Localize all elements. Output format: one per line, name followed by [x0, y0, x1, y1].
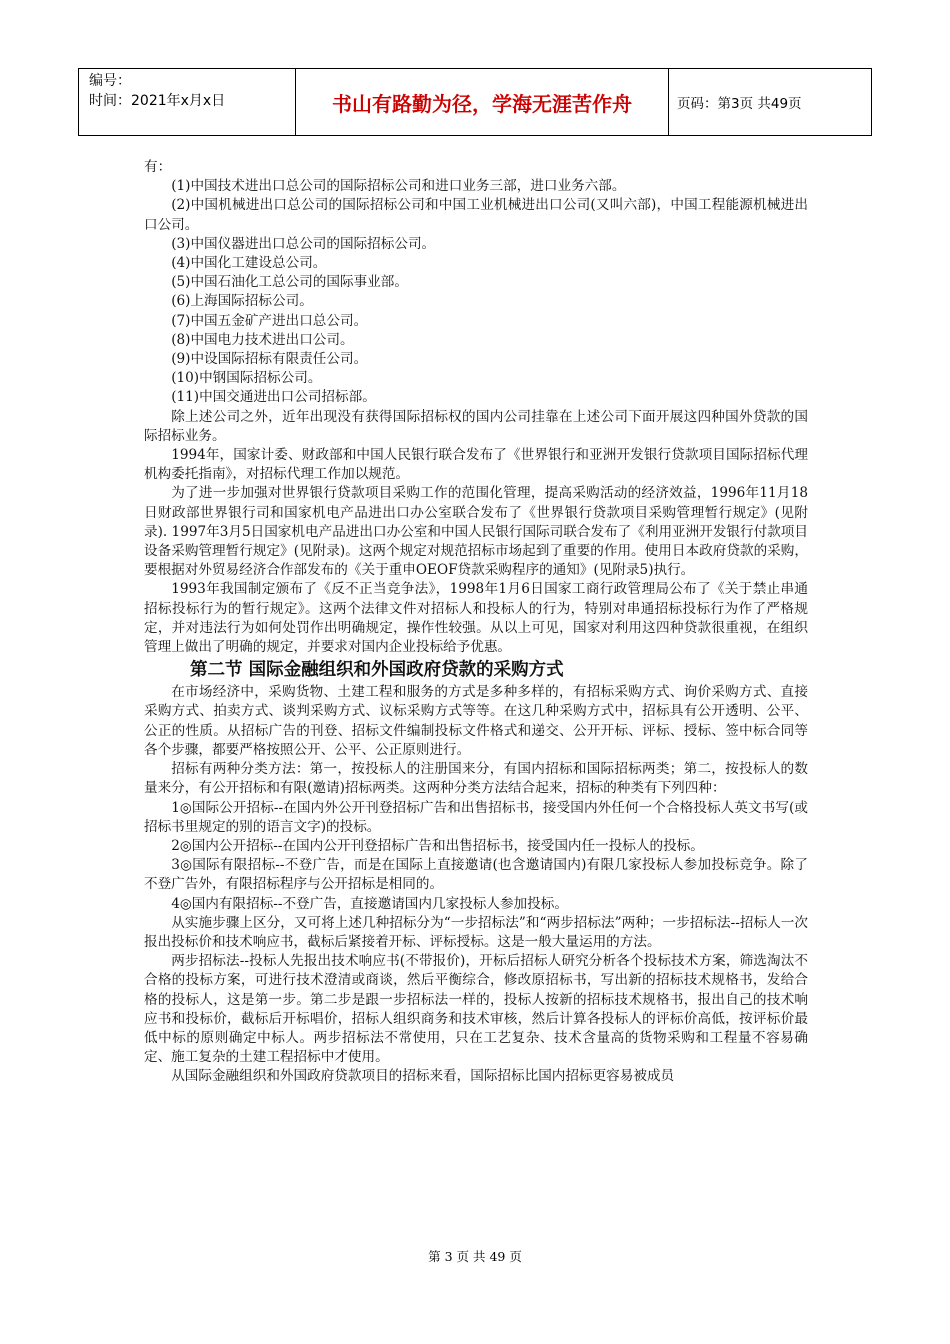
page-footer: 第 3 页 共 49 页: [428, 1249, 522, 1264]
header-motto: 书山有路勤为径，学海无涯苦作舟: [296, 69, 669, 135]
list-item: (6)上海国际招标公司。: [171, 293, 313, 310]
list-item: (5)中国石油化工总公司的国际事业部。: [171, 274, 408, 291]
list-item: (11)中国交通进出口公司招标部。: [171, 389, 376, 406]
list-item: 1◎国际公开招标--在国内外公开刊登招标广告和出售招标书，接受国内外任何一个合格投标人英文书写(或招标书里规定的别的语言文字)的投标。: [144, 799, 808, 835]
list-item: (10)中钢国际招标公司。: [171, 370, 322, 387]
document-number-label: 编号：: [89, 73, 131, 89]
list-item: (1)中国技术进出口总公司的国际招标公司和进口业务三部，进口业务六部。: [171, 178, 626, 195]
list-item: (9)中设国际招标有限责任公司。: [171, 351, 368, 368]
document-body: [144, 158, 808, 1087]
list-item: 3◎国际有限招标--不登广告，而是在国际上直接邀请(也含邀请国内)有限几家投标人参加投标竞争。除了不登广告外，有限招标程序与公开招标是相同的。: [144, 857, 808, 893]
document-date-label: 时间：2021年x月x日: [89, 93, 226, 109]
paragraph: 招标有两种分类方法：第一，按投标人的注册国来分，有国内招标和国际招标两类；第二，按投标人的数量来分，有公开招标和有限(邀请)招标两类。这两种分类方法结合起来，招标的种类有下列四种：: [144, 761, 808, 797]
paragraph: 从国际金融组织和外国政府贷款项目的招标来看，国际招标比国内招标更容易被成员: [171, 1068, 675, 1085]
list-item: (2)中国机械进出口总公司的国际招标公司和中国工业机械进出口公司(又叫六部)，中国工程能源机械进出口公司。: [144, 197, 808, 233]
list-item: (3)中国仪器进出口总公司的国际招标公司。: [171, 235, 436, 252]
section-title: 第二节 国际金融组织和外国政府贷款的采购方式: [190, 660, 564, 681]
header-meta: [79, 69, 296, 135]
paragraph: 1993年我国制定颁布了《反不正当竞争法》，1998年1月6日国家工商行政管理局公布了《关于禁止串通招标投标行为的暂行规定》。这两个法律文件对招标人和投标人的行为，特别对串通招标投标行为作了严格规定，并对违法行为如何处罚作出明确规定，操作性较强。从以上可见，国家对利用这四种贷款很重视，在组织管理上做出了明确的规定，并要求对国内企业投标给予优惠。: [144, 581, 808, 656]
page-header: [78, 68, 872, 136]
paragraph: 从实施步骤上区分，又可将上述几种招标分为“一步招标法”和“两步招标法”两种；一步招标法--招标人一次报出投标价和技术响应书，截标后紧接着开标、评标授标。这是一般大量运用的方法。: [144, 914, 808, 950]
paragraph: 在市场经济中，采购货物、土建工程和服务的方式是多种多样的，有招标采购方式、询价采购方式、直接采购方式、拍卖方式、谈判采购方式、议标采购方式等等。在这几种采购方式中，招标具有公开透明、公平、公正的性质。从招标广告的刊登、招标文件编制投标文件格式和递交、公开开标、评标、授标、签中标合同等各个步骤，都要严格按照公开、公平、公正原则进行。: [144, 684, 808, 758]
header-page-number: 页码：第3页 共49页: [677, 96, 802, 112]
paragraph: 两步招标法--投标人先报出技术响应书(不带报价)，开标后招标人研究分析各个投标技术方案，筛选淘汰不合格的投标方案，可进行技术澄清或商谈，然后平衡综合，修改原招标书，写出新的招标技术规格书，发给合格的投标人，这是第一步。第二步是跟一步招标法一样的，投标人按新的招标技术规格书，报出自己的技术响应书和投标价，截标后开标唱价，招标人组织商务和技术审核，然后计算各投标人的评标价高低，按评标价最低中标的原则确定中标人。两步招标法不常使用，只在工艺复杂、技术含量高的货物采购和工程量不容易确定、施工复杂的土建工程招标中才使用。: [144, 953, 808, 1066]
list-item: (8)中国电力技术进出口公司。: [171, 331, 354, 348]
list-item: 2◎国内公开招标--在国内公开刊登招标广告和出售招标书，接受国内任一投标人的投标。: [171, 837, 704, 854]
list-item: 4◎国内有限招标--不登广告，直接邀请国内几家投标人参加投标。: [171, 895, 568, 912]
paragraph: 1994年，国家计委、财政部和中国人民银行联合发布了《世界银行和亚洲开发银行贷款项目国际招标代理机构委托指南》，对招标代理工作加以规范。: [144, 447, 808, 483]
paragraph: 为了进一步加强对世界银行贷款项目采购工作的范围化管理，提高采购活动的经济效益，1996年11月18日财政部世界银行司和国家机电产品进出口办公室联合发布了《世界银行贷款项目采购管理暂行规定》(见附录). 1997年3月5日国家机电产品进出口办公室和中国人民银行国际司联合发布了《利用亚洲开发银行付款项目设备采购管理暂行规定》(见附录)。这两个规定对规范招标市场起到了重要的作用。使用日本政府贷款的采购，要根据对外贸易经济合作部发布的《关于重申OEOF贷款采购程序的通知》(见附录5)执行。: [144, 485, 808, 579]
paragraph: 除上述公司之外，近年出现没有获得国际招标权的国内公司挂靠在上述公司下面开展这四种国外贷款的国际招标业务。: [144, 408, 808, 444]
list-item: (7)中国五金矿产进出口总公司。: [171, 312, 368, 329]
paragraph: 有：: [144, 159, 172, 175]
list-item: (4)中国化工建设总公司。: [171, 255, 327, 272]
